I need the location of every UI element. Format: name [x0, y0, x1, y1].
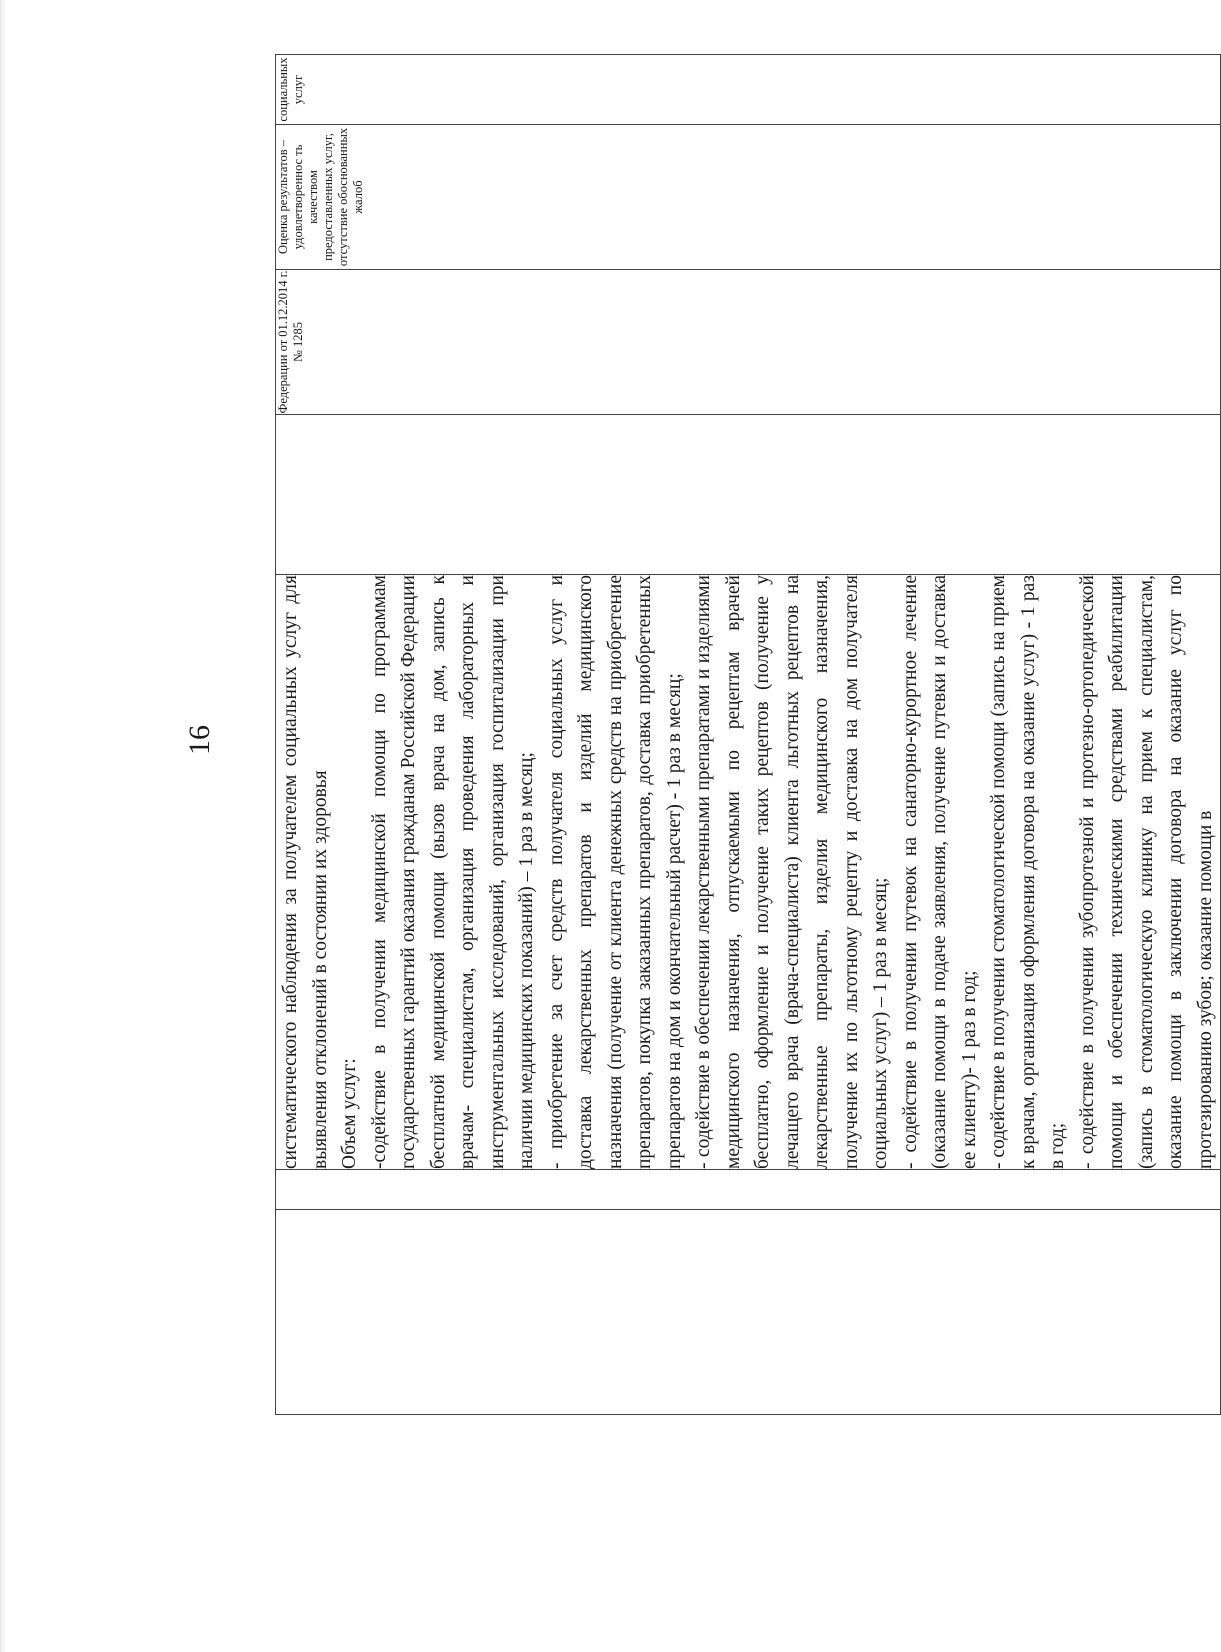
legal-basis-cell: Федерации от 01.12.2014 г. № 1285 [276, 270, 1221, 415]
page-number: 16 [183, 725, 216, 755]
description-paragraph: Объем услуг: [339, 1058, 360, 1169]
description-paragraph: - содействие в обеспечении лекарственными препаратами и изделиями медицинского назначения, отпускаемыми по рецептам врачей бесплатно, оформление и получение таких рецептов (получение у лечащего врача (врача-специалиста) клиента льготных рецептов на лекарственные препараты, изделия медицинского назначения, получение их по льготному рецепту и доставка на дом получателя социальных услуг) – 1 раз в месяц; [693, 575, 891, 1169]
description-paragraph: -содействие в получении медицинской помощи по программам государственных гарантий оказания гражданам Российской Федерации бесплатной медицинской помощи (вызов врача на дом, запись к врачам- специалистам, организация проведения лабораторных и инструментальных исследований, организация госпитализации при наличии медицинских показаний) – 1 раз в месяц; [368, 575, 537, 1169]
rotated-page [125, 55, 1216, 1415]
table-cell-number [276, 1210, 1221, 1415]
description-paragraph: - содействие в получении путевок на санаторно-курортное лечение (оказание помощи в подаче заявления, получение путевки и доставка ее клиенту)- 1 раз в год; [899, 575, 980, 1169]
service-description-cell [276, 575, 1221, 1170]
services-table [275, 54, 1221, 1415]
description-paragraph: - содействие в получении стоматологической помощи (запись на прием к врачам, организация оформления договора на оказание услуг) - 1 раз в год; [988, 575, 1068, 1169]
description-paragraph: систематического наблюдения за получателем социальных услуг для выявления отклонений в состоянии их здоровья [280, 575, 331, 1169]
table-row [276, 55, 1221, 1415]
sources-cell: социальных услуг [276, 55, 1221, 125]
table-cell-blank [276, 1170, 1221, 1210]
scan-edge [0, 0, 6, 1652]
evaluation-cell: Оценка результатов – удовлетвореннос ть качеством предоставленных услуг, отсутствие обоснованных жалоб [276, 125, 1221, 270]
table-cell-blank [276, 415, 1221, 575]
description-paragraph: - содействие в получении зубопротезной и протезно-ортопедической помощи и обеспечении техническими средствами реабилитации (запись в стоматологическую клинику на прием к специалистам, оказание помощи в заключении договора на оказание услуг по протезированию зубов; оказание помощи в [1076, 575, 1216, 1169]
description-paragraph: - приобретение за счет средств получателя социальных услуг и доставка лекарственных препаратов и изделий медицинского назначения (получение от клиента денежных средств на приобретение препаратов, покупка заказанных препаратов, доставка приобретенных препаратов на дом и окончательный расчет) - 1 раз в месяц; [545, 575, 685, 1169]
